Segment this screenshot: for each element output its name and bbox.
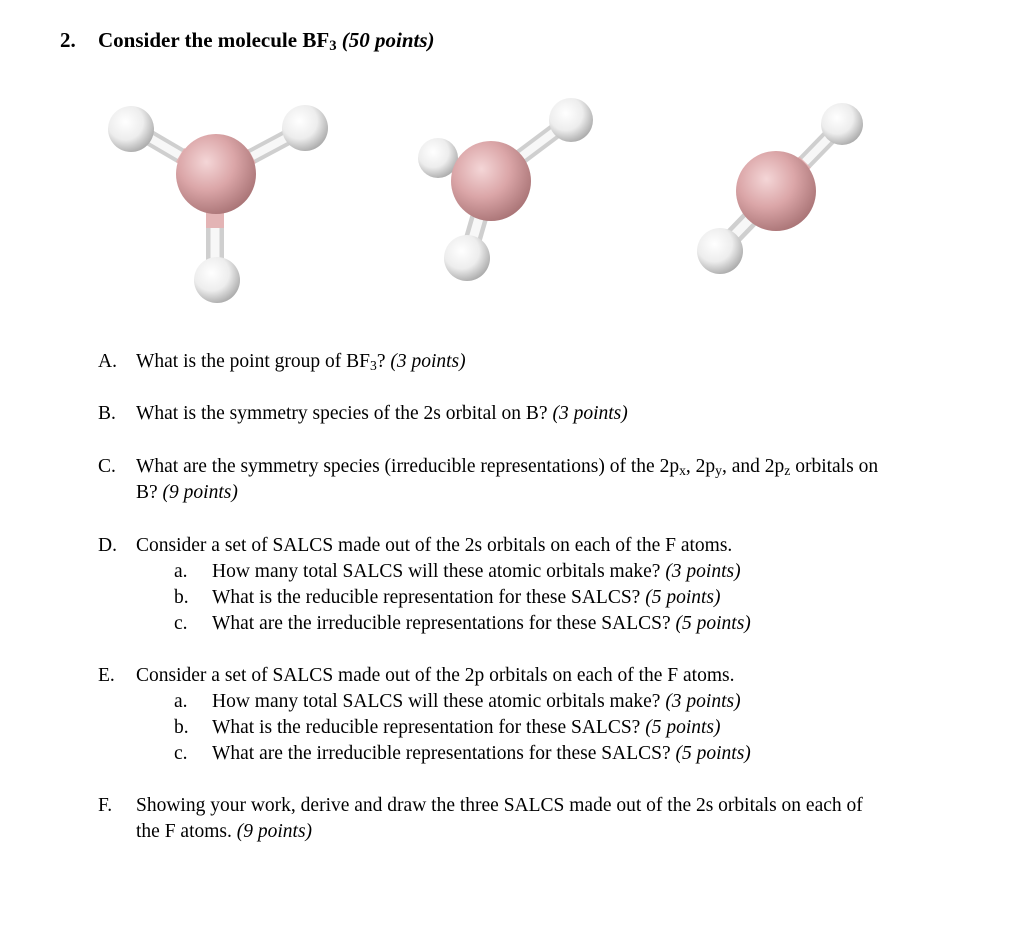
problem-number: 2.: [60, 28, 76, 52]
question-c-points: (9 points): [162, 482, 238, 503]
question-a-points: (3 points): [390, 351, 466, 372]
question-c: [98, 454, 998, 506]
item-points: (3 points): [665, 691, 741, 712]
subscript: 3: [369, 358, 377, 373]
question-letter: D.: [98, 535, 117, 556]
bf3-molecule-figures: [0, 88, 1024, 318]
item-label: a.: [174, 691, 188, 712]
item-text: What are the irreducible representations for these SALCS?: [212, 613, 676, 634]
item-text: What is the reducible representation for these SALCS?: [212, 587, 646, 608]
molecule-side-view: [697, 103, 863, 274]
question-b: [98, 401, 628, 427]
item-points: (5 points): [675, 613, 751, 634]
question-e-item: [174, 689, 741, 715]
fluorine-atom: [108, 106, 154, 152]
fluorine-atom: [282, 105, 328, 151]
item-label: c.: [174, 743, 188, 764]
subscript: y: [715, 463, 722, 478]
question-a-text: What is the point group of BF: [136, 351, 370, 372]
subscript: z: [784, 463, 791, 478]
question-letter: A.: [98, 351, 117, 372]
question-a: [98, 349, 466, 375]
question-c-text: , and 2p: [721, 456, 785, 477]
subscript: x: [679, 463, 686, 478]
question-letter: E.: [98, 665, 115, 686]
question-c-text: What are the symmetry species (irreducible representations) of the 2p: [136, 456, 680, 477]
question-letter: B.: [98, 403, 116, 424]
question-a-text-end: ?: [376, 351, 391, 372]
item-text: How many total SALCS will these atomic orbitals make?: [212, 561, 666, 582]
boron-atom: [176, 134, 256, 214]
question-f-text: Showing your work, derive and draw the three SALCS made out of the 2s orbitals on each of: [136, 795, 863, 816]
item-text: How many total SALCS will these atomic orbitals make?: [212, 691, 666, 712]
item-label: c.: [174, 613, 188, 634]
question-d-item: [174, 585, 721, 611]
molecule-front-view: [108, 105, 328, 303]
item-label: b.: [174, 587, 189, 608]
question-e: [98, 663, 734, 689]
question-c-text-line2: B?: [136, 482, 163, 503]
item-points: (3 points): [665, 561, 741, 582]
item-points: (5 points): [645, 717, 721, 738]
item-text: What are the irreducible representations for these SALCS?: [212, 743, 676, 764]
question-e-item: [174, 715, 721, 741]
problem-title-subscript: 3: [329, 38, 337, 54]
fluorine-atom: [697, 228, 743, 274]
item-points: (5 points): [675, 743, 751, 764]
boron-atom: [736, 151, 816, 231]
item-points: (5 points): [645, 587, 721, 608]
question-letter: F.: [98, 795, 113, 816]
question-c-text: orbitals on: [790, 456, 879, 477]
problem-heading: [60, 28, 435, 53]
question-letter: C.: [98, 456, 116, 477]
fluorine-atom: [549, 98, 593, 142]
question-b-points: (3 points): [552, 403, 628, 424]
question-d-item: [174, 559, 741, 585]
question-d: [98, 533, 732, 559]
question-f: [98, 793, 863, 845]
fluorine-atom: [194, 257, 240, 303]
problem-points: (50 points): [341, 28, 435, 52]
fluorine-atom: [821, 103, 863, 145]
item-label: b.: [174, 717, 189, 738]
problem-title: Consider the molecule BF: [98, 28, 330, 52]
molecule-tilted-view: [418, 98, 593, 281]
question-b-text: What is the symmetry species of the 2s orbital on B?: [136, 403, 553, 424]
question-f-text-line2: the F atoms.: [136, 821, 237, 842]
question-e-item: [174, 741, 751, 767]
question-d-item: [174, 611, 751, 637]
question-f-points: (9 points): [236, 821, 313, 842]
question-d-text: Consider a set of SALCS made out of the 2s orbitals on each of the F atoms.: [136, 535, 733, 556]
item-text: What is the reducible representation for these SALCS?: [212, 717, 646, 738]
fluorine-atom: [444, 235, 490, 281]
question-e-text: Consider a set of SALCS made out of the 2p orbitals on each of the F atoms.: [136, 665, 735, 686]
fluorine-atom: [418, 138, 458, 178]
item-label: a.: [174, 561, 188, 582]
boron-atom: [451, 141, 531, 221]
question-c-text: , 2p: [685, 456, 716, 477]
